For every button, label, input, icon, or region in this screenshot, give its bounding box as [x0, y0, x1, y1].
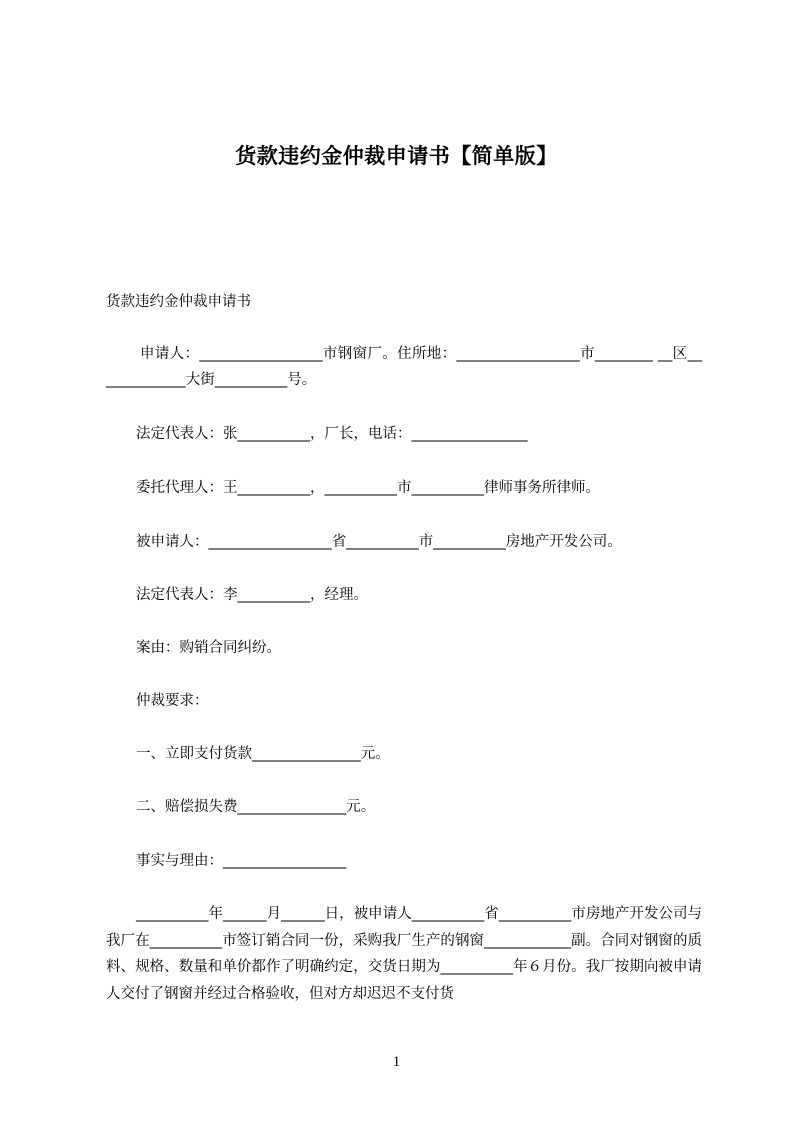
claim-item-2: 二、赔偿损失费_______________元。	[136, 799, 376, 815]
claim-item-1: 一、立即支付货款_______________元。	[136, 746, 390, 762]
page-number: 1	[392, 1054, 401, 1070]
applicant-legal-rep-paragraph: 法定代表人：张__________，厂长，电话：________________	[136, 426, 528, 442]
agent-paragraph: 委托代理人：王__________，__________市__________律师事务所律师。	[136, 480, 600, 496]
respondent-paragraph: 被申请人：_________________省__________市__________房地产开发公司。	[136, 534, 622, 550]
cause-paragraph: 案由：购销合同纠纷。	[136, 640, 281, 656]
facts-heading: 事实与理由：_________________	[136, 853, 347, 869]
applicant-paragraph: 申请人：_________________市钢窗厂。住所地：_________________市________ __区_____________大街__________号。	[106, 346, 702, 388]
section-heading: 货款违约金仲裁申请书	[106, 294, 251, 310]
document-title: 货款违约金仲裁申请书【简单版】	[235, 144, 558, 168]
facts-body-paragraph: __________年______月______日，被申请人__________省__________市房地产开发公司与我厂在__________市签订销合同一份，采购我厂生产的钢窗____________副。合同对钢窗的质料、规格、数量和单价都作了明确约定，交货日期为__________年６月份。我厂按期向被申请人交付了钢窗并经过合格验收，但对方却迟迟不支付货	[106, 906, 702, 1002]
claims-heading: 仲裁要求：	[136, 693, 209, 709]
respondent-legal-rep-paragraph: 法定代表人：李__________，经理。	[136, 587, 368, 603]
